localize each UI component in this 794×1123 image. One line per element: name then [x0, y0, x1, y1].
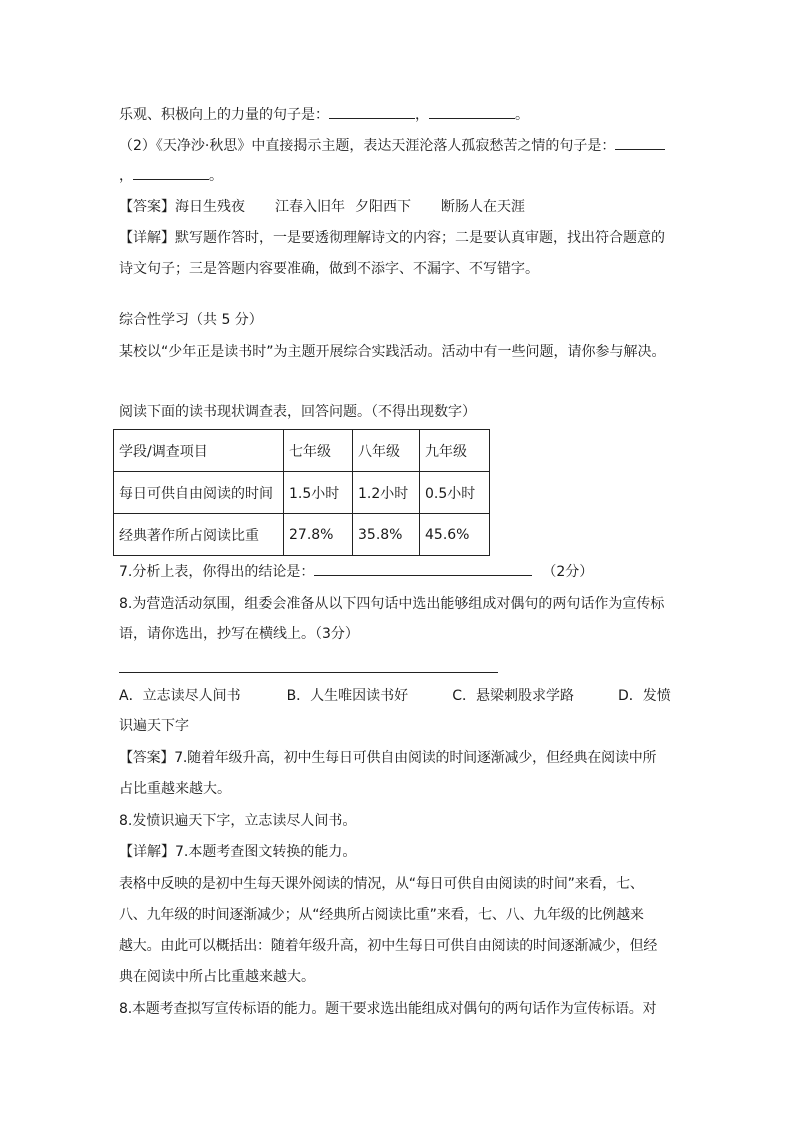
answer-blank[interactable] [429, 104, 515, 119]
detail-text: 7.本题考查图文转换的能力。 [175, 844, 357, 860]
answer-2-line-c [119, 811, 356, 831]
table-cell: 每日可供自由阅读的时间 [114, 472, 284, 514]
detail-2-line-f [119, 999, 656, 1019]
section-title: 综合性学习（共 5 分） [119, 312, 263, 328]
answer-item: 海日生残夜 [175, 199, 245, 215]
detail-label: 【详解】 [119, 844, 175, 860]
answer-2-line-a [119, 748, 656, 768]
answer-text: 占比重越来越大。 [119, 781, 231, 797]
detail-text: 8.本题考查拟写宣传标语的能力。题干要求选出能组成对偶句的两句话作为宣传标语。对 [119, 1001, 657, 1017]
detail-2-line-e [119, 967, 315, 987]
detail-1-line-b [119, 259, 539, 279]
answer-blank[interactable] [133, 165, 209, 180]
table-header-row [114, 430, 490, 472]
intro-text: 某校以“少年正是读书时”为主题开展综合实践活动。活动中有一些问题，请你参与解决。 [119, 344, 666, 360]
fill-blank-line-1 [119, 104, 529, 125]
detail-text: 八、九年级的时间逐渐减少；从“经典所占阅读比重”来看，七、八、九年级的比例越来 [119, 907, 644, 923]
detail-1-line-a [119, 228, 665, 248]
answer-2-line-b [119, 779, 231, 799]
table-cell: 0.5小时 [420, 472, 490, 514]
table-cell: 1.2小时 [353, 472, 420, 514]
table-header-cell: 学段/调查项目 [114, 430, 284, 472]
question-2-continuation [119, 165, 223, 186]
detail-2-line-c [119, 905, 644, 925]
question-8-line-a [119, 594, 664, 614]
detail-text: 越大。由此可以概括出：随着年级升高，初中生每日可供自由阅读的时间逐渐减少，但经 [119, 938, 658, 954]
options-line-continuation [119, 716, 189, 736]
table-cell: 35.8% [353, 514, 420, 556]
answer-item: 夕阳西下 [355, 199, 411, 215]
answer-text: 8.发愤识遍天下字，立志读尽人间书。 [119, 813, 357, 829]
table-cell: 经典著作所占阅读比重 [114, 514, 284, 556]
table-header-cell: 七年级 [284, 430, 353, 472]
text-segment: ， [415, 107, 429, 123]
detail-text: 表格中反映的是初中生每天课外阅读的情况，从“每日可供自由阅读的时间”来看，七、 [119, 876, 644, 892]
table-intro [119, 402, 476, 422]
detail-text: 典在阅读中所占比重越来越大。 [119, 969, 315, 985]
detail-2-line-a [119, 842, 356, 862]
answer-text: 7.随着年级升高，初中生每日可供自由阅读的时间逐渐减少，但经典在阅读中所 [174, 750, 657, 766]
answer-writing-line[interactable] [119, 672, 498, 673]
option-c: C．悬梁刺股求学路 [452, 688, 574, 704]
detail-2-line-b [119, 874, 644, 894]
table-cell: 1.5小时 [284, 472, 353, 514]
question-text: （2）《天净沙·秋思》中直接揭示主题，表达天涯沦落人孤寂愁苦之情的句子是： [119, 138, 616, 154]
question-text: 语，请你选出，抄写在横线上。（3分） [119, 626, 359, 642]
answer-label: 【答案】 [119, 199, 175, 215]
answer-blank[interactable] [329, 104, 415, 119]
reading-survey-table [113, 429, 490, 556]
detail-label: 【详解】 [119, 230, 175, 246]
option-d-continuation: 识遍天下字 [119, 718, 189, 734]
option-a: A．立志读尽人间书 [119, 688, 241, 704]
question-text: 8.为营造活动氛围，组委会准备从以下四句话中选出能够组成对偶句的两句话作为宣传标 [119, 596, 665, 612]
answer-item: 江春入旧年 [275, 199, 345, 215]
table-row [114, 472, 490, 514]
text-segment: 。 [515, 107, 529, 123]
text-segment: 。 [209, 168, 223, 184]
text-segment: ， [119, 168, 133, 184]
table-intro-text: 阅读下面的读书现状调查表，回答问题。（不得出现数字） [119, 404, 476, 420]
option-b: B．人生唯因读书好 [286, 688, 409, 704]
detail-text: 默写题作答时，一是要透彻理解诗文的内容；二是要认真审题，找出符合题意的 [175, 230, 665, 246]
table-cell: 27.8% [284, 514, 353, 556]
answer-item: 断肠人在天涯 [441, 199, 525, 215]
answer-label: 【答案】 [119, 750, 175, 766]
detail-2-line-d [119, 936, 657, 956]
table-header-cell: 九年级 [420, 430, 490, 472]
table-cell: 45.6% [420, 514, 490, 556]
question-8-line-b [119, 624, 359, 644]
option-d: D．发愤 [617, 688, 671, 704]
question-7 [119, 561, 593, 582]
answer-blank[interactable] [314, 561, 532, 576]
score-text: （2分） [542, 564, 594, 580]
answer-1 [119, 197, 525, 217]
section-heading [119, 310, 263, 330]
question-2-line [119, 135, 665, 156]
table-row [114, 514, 490, 556]
text-segment: 乐观、积极向上的力量的句子是： [119, 107, 329, 123]
answer-blank[interactable] [615, 135, 665, 150]
activity-intro [119, 342, 666, 362]
options-line [119, 686, 671, 706]
detail-text: 诗文句子；三是答题内容要准确，做到不添字、不漏字、不写错字。 [119, 261, 539, 277]
question-text: 7.分析上表，你得出的结论是： [119, 564, 315, 580]
table-header-cell: 八年级 [353, 430, 420, 472]
